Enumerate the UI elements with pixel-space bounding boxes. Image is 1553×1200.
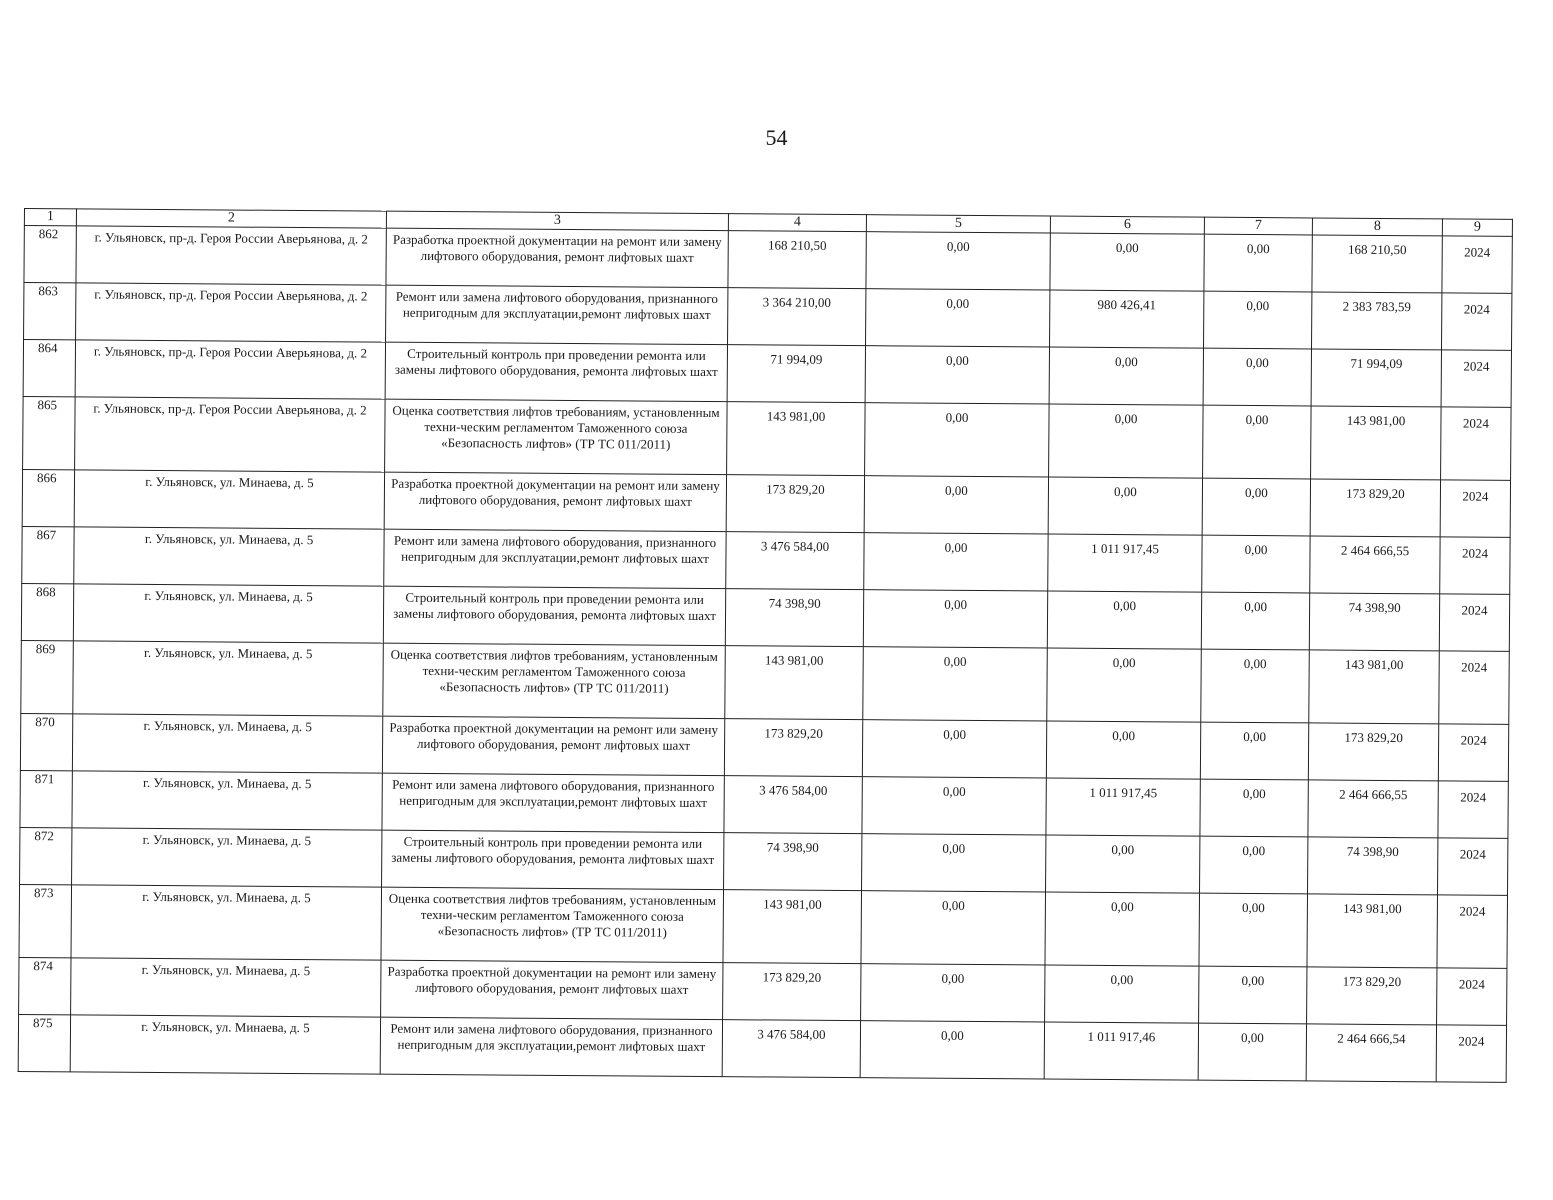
amount-col6-cell: 1 011 917,46 <box>1044 1022 1198 1080</box>
amount-col5-cell: 0,00 <box>865 403 1050 477</box>
amount-col8-cell: 143 981,00 <box>1311 406 1442 480</box>
amount-col4-cell: 74 398,90 <box>725 589 863 647</box>
amount-col6-cell: 1 011 917,45 <box>1048 534 1202 592</box>
amount-col7-cell: 0,00 <box>1200 722 1308 780</box>
column-header: 8 <box>1312 218 1442 236</box>
amount-col8-cell: 74 398,90 <box>1308 837 1438 895</box>
document-sheet <box>18 208 1512 1083</box>
amount-col8-cell: 71 994,09 <box>1311 349 1441 407</box>
amount-col8-cell: 173 829,20 <box>1308 723 1438 781</box>
row-number: 865 <box>23 396 76 469</box>
amount-col5-cell: 0,00 <box>863 647 1048 721</box>
work-type-cell: Разработка проектной документации на ремонт или замену лифтового оборудования, ремонт лифтовых шахт <box>382 716 724 776</box>
row-number: 862 <box>24 226 76 283</box>
amount-col7-cell: 0,00 <box>1201 649 1310 723</box>
address-cell: г. Ульяновск, ул. Минаева, д. 5 <box>71 885 382 960</box>
amount-col6-cell: 0,00 <box>1050 233 1204 291</box>
year-cell: 2024 <box>1441 293 1511 351</box>
table-row <box>18 1014 1506 1082</box>
address-cell: г. Ульяновск, ул. Минаева, д. 5 <box>73 641 384 716</box>
page-number: 54 <box>765 125 788 150</box>
amount-col4-cell: 168 210,50 <box>728 231 866 289</box>
work-type-cell: Разработка проектной документации на ремонт или замену лифтового оборудования, ремонт лифтовых шахт <box>384 472 726 532</box>
amount-col8-cell: 74 398,90 <box>1309 593 1439 651</box>
amount-col6-cell: 0,00 <box>1047 648 1202 722</box>
row-number: 872 <box>20 827 72 884</box>
amount-col7-cell: 0,00 <box>1199 966 1307 1024</box>
work-type-cell: Ремонт или замена лифтового оборудования, признанного непригодным для эксплуатации,ремонт лифтовых шахт <box>380 1017 722 1077</box>
year-cell: 2024 <box>1439 594 1509 652</box>
column-header: 7 <box>1204 217 1312 235</box>
amount-col8-cell: 2 464 666,55 <box>1310 536 1440 594</box>
amount-col6-cell: 0,00 <box>1045 965 1199 1023</box>
row-number: 873 <box>19 884 72 957</box>
work-type-cell: Оценка соответствия лифтов требованиям, установленным техни-ческим регламентом Таможенного союза «Безопасность лифтов» (ТР ТС 011/2011) <box>381 887 724 963</box>
amount-col4-cell: 3 476 584,00 <box>726 532 864 590</box>
column-header: 3 <box>386 211 728 231</box>
amount-col6-cell: 0,00 <box>1049 347 1203 405</box>
work-type-cell: Ремонт или замена лифтового оборудования, признанного непригодным для эксплуатации,ремонт лифтовых шахт <box>384 529 726 589</box>
amount-col8-cell: 173 829,20 <box>1310 479 1440 537</box>
work-type-cell: Строительный контроль при проведении ремонта или замены лифтового оборудования, ремонта лифтовых шахт <box>382 830 724 890</box>
amount-col6-cell: 0,00 <box>1048 477 1202 535</box>
address-cell: г. Ульяновск, ул. Минаева, д. 5 <box>70 1015 380 1074</box>
amount-col7-cell: 0,00 <box>1200 836 1308 894</box>
row-number: 866 <box>22 469 74 526</box>
amount-col6-cell: 980 426,41 <box>1050 290 1204 348</box>
work-type-cell: Разработка проектной документации на ремонт или замену лифтового оборудования, ремонт лифтовых шахт <box>381 960 723 1020</box>
amount-col4-cell: 71 994,09 <box>727 345 865 403</box>
amount-col7-cell: 0,00 <box>1198 1023 1306 1081</box>
address-cell: г. Ульяновск, пр-д. Героя России Аверьянова, д. 2 <box>75 397 386 472</box>
amount-col8-cell: 2 464 666,55 <box>1308 780 1438 838</box>
amount-col7-cell: 0,00 <box>1202 478 1310 536</box>
address-cell: г. Ульяновск, пр-д. Героя России Аверьянова, д. 2 <box>76 226 386 285</box>
register-table <box>18 208 1513 1083</box>
amount-col8-cell: 2 464 666,54 <box>1306 1024 1436 1082</box>
year-cell: 2024 <box>1441 350 1511 408</box>
amount-col5-cell: 0,00 <box>862 720 1046 778</box>
amount-col7-cell: 0,00 <box>1204 291 1312 349</box>
amount-col7-cell: 0,00 <box>1203 348 1311 406</box>
work-type-cell: Ремонт или замена лифтового оборудования, признанного непригодным для эксплуатации,ремонт лифтовых шахт <box>382 773 724 833</box>
work-type-cell: Оценка соответствия лифтов требованиям, установленным техни-ческим регламентом Таможенного союза «Безопасность лифтов» (ТР ТС 011/2011) <box>383 643 726 719</box>
amount-col7-cell: 0,00 <box>1200 779 1308 837</box>
address-cell: г. Ульяновск, пр-д. Героя России Аверьянова, д. 2 <box>75 340 385 399</box>
year-cell: 2024 <box>1440 480 1510 538</box>
amount-col8-cell: 168 210,50 <box>1312 235 1442 293</box>
amount-col4-cell: 74 398,90 <box>724 833 862 891</box>
amount-col7-cell: 0,00 <box>1199 893 1308 967</box>
row-number: 868 <box>21 583 73 640</box>
year-cell: 2024 <box>1438 838 1508 896</box>
amount-col7-cell: 0,00 <box>1203 405 1312 479</box>
amount-col6-cell: 0,00 <box>1045 892 1200 966</box>
row-number: 864 <box>23 340 75 397</box>
year-cell: 2024 <box>1441 407 1512 481</box>
amount-col5-cell: 0,00 <box>866 232 1050 290</box>
amount-col4-cell: 173 829,20 <box>723 963 861 1021</box>
work-type-cell: Разработка проектной документации на ремонт или замену лифтового оборудования, ремонт лифтовых шахт <box>386 228 728 288</box>
work-type-cell: Оценка соответствия лифтов требованиям, установленным техни-ческим регламентом Таможенного союза «Безопасность лифтов» (ТР ТС 011/2011) <box>385 399 728 475</box>
year-cell: 2024 <box>1442 236 1512 294</box>
row-number: 874 <box>19 957 71 1014</box>
address-cell: г. Ульяновск, ул. Минаева, д. 5 <box>74 470 384 529</box>
column-header: 1 <box>24 209 76 226</box>
amount-col4-cell: 173 829,20 <box>726 475 864 533</box>
amount-col8-cell: 143 981,00 <box>1309 650 1440 724</box>
amount-col6-cell: 0,00 <box>1046 721 1200 779</box>
table-row <box>19 884 1507 968</box>
address-cell: г. Ульяновск, ул. Минаева, д. 5 <box>74 527 384 586</box>
address-cell: г. Ульяновск, ул. Минаева, д. 5 <box>73 584 383 643</box>
year-cell: 2024 <box>1439 651 1510 725</box>
amount-col6-cell: 0,00 <box>1047 591 1201 649</box>
row-number: 870 <box>20 713 72 770</box>
amount-col8-cell: 2 383 783,59 <box>1312 292 1442 350</box>
address-cell: г. Ульяновск, ул. Минаева, д. 5 <box>71 958 381 1017</box>
amount-col5-cell: 0,00 <box>862 777 1046 835</box>
amount-col4-cell: 173 829,20 <box>724 719 862 777</box>
amount-col8-cell: 143 981,00 <box>1307 894 1438 968</box>
amount-col5-cell: 0,00 <box>863 590 1047 648</box>
row-number: 867 <box>22 526 74 583</box>
amount-col6-cell: 0,00 <box>1049 404 1204 478</box>
amount-col4-cell: 3 476 584,00 <box>722 1020 860 1078</box>
amount-col5-cell: 0,00 <box>861 964 1045 1022</box>
address-cell: г. Ульяновск, пр-д. Героя России Аверьянова, д. 2 <box>76 283 386 342</box>
table-body <box>18 226 1512 1083</box>
column-header: 4 <box>728 214 866 232</box>
amount-col7-cell: 0,00 <box>1204 234 1312 292</box>
year-cell: 2024 <box>1437 968 1507 1026</box>
amount-col4-cell: 143 981,00 <box>727 402 866 476</box>
row-number: 863 <box>24 283 76 340</box>
year-cell: 2024 <box>1438 781 1508 839</box>
amount-col4-cell: 143 981,00 <box>723 890 862 964</box>
column-header: 5 <box>866 215 1050 233</box>
column-header: 2 <box>76 209 386 228</box>
year-cell: 2024 <box>1436 1025 1506 1083</box>
amount-col5-cell: 0,00 <box>865 346 1049 404</box>
amount-col5-cell: 0,00 <box>864 476 1048 534</box>
column-header: 6 <box>1050 216 1204 234</box>
amount-col5-cell: 0,00 <box>860 1021 1044 1079</box>
table-row <box>23 396 1511 480</box>
amount-col8-cell: 173 829,20 <box>1307 967 1437 1025</box>
work-type-cell: Строительный контроль при проведении ремонта или замены лифтового оборудования, ремонта лифтовых шахт <box>385 342 727 402</box>
year-cell: 2024 <box>1437 895 1508 969</box>
column-header: 9 <box>1442 219 1512 237</box>
address-cell: г. Ульяновск, ул. Минаева, д. 5 <box>72 771 382 830</box>
table-row <box>21 640 1509 724</box>
amount-col6-cell: 0,00 <box>1046 835 1200 893</box>
amount-col5-cell: 0,00 <box>861 891 1046 965</box>
amount-col7-cell: 0,00 <box>1202 535 1310 593</box>
address-cell: г. Ульяновск, ул. Минаева, д. 5 <box>72 828 382 887</box>
amount-col7-cell: 0,00 <box>1201 592 1309 650</box>
amount-col4-cell: 143 981,00 <box>725 646 864 720</box>
amount-col5-cell: 0,00 <box>864 533 1048 591</box>
row-number: 871 <box>20 770 72 827</box>
work-type-cell: Строительный контроль при проведении ремонта или замены лифтового оборудования, ремонта лифтовых шахт <box>383 586 725 646</box>
amount-col6-cell: 1 011 917,45 <box>1046 778 1200 836</box>
year-cell: 2024 <box>1438 724 1508 782</box>
address-cell: г. Ульяновск, ул. Минаева, д. 5 <box>72 714 382 773</box>
amount-col4-cell: 3 364 210,00 <box>728 288 866 346</box>
year-cell: 2024 <box>1440 537 1510 595</box>
amount-col5-cell: 0,00 <box>866 289 1050 347</box>
amount-col5-cell: 0,00 <box>862 834 1046 892</box>
row-number: 875 <box>18 1014 70 1071</box>
work-type-cell: Ремонт или замена лифтового оборудования, признанного непригодным для эксплуатации,ремонт лифтовых шахт <box>386 285 728 345</box>
amount-col4-cell: 3 476 584,00 <box>724 776 862 834</box>
row-number: 869 <box>21 640 74 713</box>
